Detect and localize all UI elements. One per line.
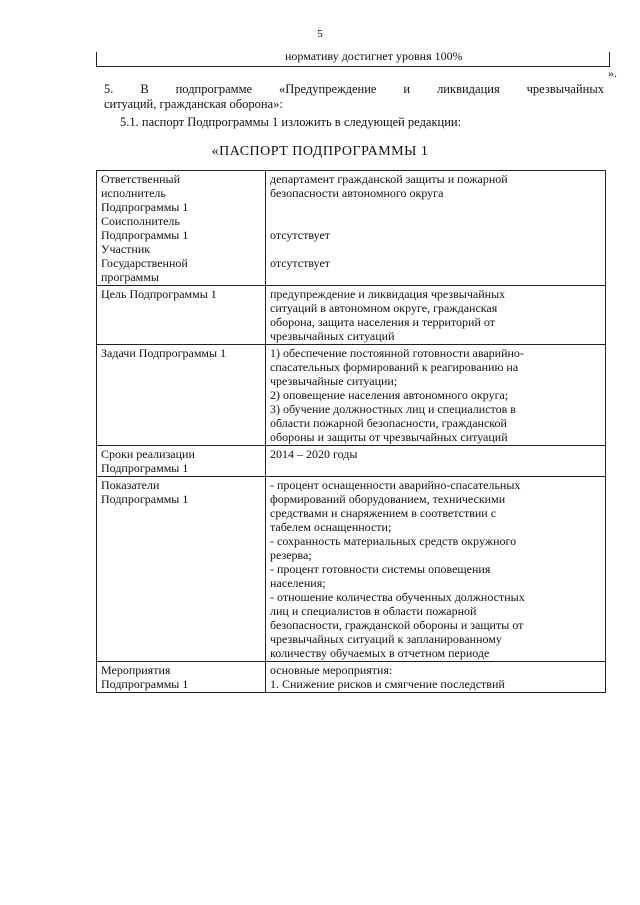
row-value-cell <box>266 345 606 446</box>
value-line: области пожарной безопасности, гражданской <box>270 416 507 430</box>
value-line: департамент гражданской защиты и пожарной <box>270 172 508 186</box>
row-label-cell <box>97 477 266 662</box>
label-line: Ответственный <box>101 172 181 186</box>
value-line: лиц и специалистов в области пожарной <box>270 604 477 618</box>
label-line: Задачи Подпрограммы 1 <box>101 346 227 360</box>
value-line: обороны и защиты от чрезвычайных ситуаций <box>270 430 508 444</box>
fragment-text: нормативу достигнет уровня 100% <box>285 49 463 63</box>
label-line: Подпрограммы 1 <box>101 228 189 242</box>
value-line: 1) обеспечение постоянной готовности аварийно- <box>270 346 524 360</box>
value-line: - отношение количества обученных должностных <box>270 590 525 604</box>
value-line: оборона, защита населения и территорий от <box>270 315 495 329</box>
label-line: Цель Подпрограммы 1 <box>101 287 217 301</box>
row-value-cell <box>266 286 606 345</box>
table-row <box>97 446 606 477</box>
value-line: средствами и снаряжением в соответствии с <box>270 506 497 520</box>
value-line: чрезвычайные ситуации; <box>270 374 398 388</box>
label-line: программы <box>101 270 159 284</box>
value-line <box>270 214 601 228</box>
value-line: 1. Снижение рисков и смягчение последствий <box>270 677 505 691</box>
value-line: резерва; <box>270 548 312 562</box>
label-line: Подпрограммы 1 <box>101 492 189 506</box>
row-label-cell <box>97 286 266 345</box>
label-line: Соисполнитель <box>101 214 180 228</box>
row-label-cell <box>97 446 266 477</box>
label-line: исполнитель <box>101 186 166 200</box>
row-label-cell <box>97 171 266 286</box>
table-row <box>97 286 606 345</box>
passport-table <box>96 170 606 693</box>
table-row <box>97 171 606 286</box>
previous-table-fragment <box>96 49 617 80</box>
value-line: безопасности автономного округа <box>270 186 444 200</box>
value-line <box>270 200 601 214</box>
row-label-cell <box>97 662 266 693</box>
value-line: - процент готовности системы оповещения <box>270 562 491 576</box>
label-line: Участник <box>101 242 151 256</box>
label-line: Подпрограммы 1 <box>101 461 189 475</box>
value-line: ситуаций в автономном округе, гражданская <box>270 301 498 315</box>
table-row <box>97 662 606 693</box>
value-line: чрезвычайных ситуаций <box>270 329 395 343</box>
label-line: Показатели <box>101 478 160 492</box>
row-value-cell <box>266 662 606 693</box>
row-value-cell <box>266 446 606 477</box>
label-line: Сроки реализации <box>101 447 195 461</box>
value-line: чрезвычайных ситуаций к запланированному <box>270 632 502 646</box>
fragment-closing-quote: ». <box>608 66 617 80</box>
table-row <box>97 345 606 446</box>
label-line: Подпрограммы 1 <box>101 677 189 691</box>
value-line: - сохранность материальных средств окружного <box>270 534 517 548</box>
label-line: Подпрограммы 1 <box>101 200 189 214</box>
paragraph-5-line-2: ситуаций, гражданская оборона»: <box>104 97 283 111</box>
row-value-cell <box>266 171 606 286</box>
value-line: предупреждение и ликвидация чрезвычайных <box>270 287 506 301</box>
passport-title: «ПАСПОРТ ПОДПРОГРАММЫ 1 <box>211 144 429 159</box>
value-line: 2) оповещение населения автономного округа; <box>270 388 509 402</box>
value-line: населения; <box>270 576 326 590</box>
row-label-cell <box>97 345 266 446</box>
value-line: спасательных формирований к реагированию на <box>270 360 519 374</box>
row-value-cell <box>266 477 606 662</box>
table-row <box>97 477 606 662</box>
value-line: количеству обучаемых в отчетном периоде <box>270 646 490 660</box>
value-line: - процент оснащенности аварийно-спасательных <box>270 478 521 492</box>
label-line: Мероприятия <box>101 663 171 677</box>
value-line: отсутствует <box>270 256 331 270</box>
value-line: основные мероприятия: <box>270 663 393 677</box>
value-line: безопасности, гражданской обороны и защиты от <box>270 618 524 632</box>
value-line: 3) обучение должностных лиц и специалистов в <box>270 402 516 416</box>
value-line: 2014 – 2020 годы <box>270 447 358 461</box>
label-line: Государственной <box>101 256 188 270</box>
value-line: табелем оснащенности; <box>270 520 392 534</box>
value-line <box>270 242 601 256</box>
value-line: формирований оборудованием, техническими <box>270 492 506 506</box>
value-line: отсутствует <box>270 228 331 242</box>
paragraph-5-1: 5.1. паспорт Подпрограммы 1 изложить в следующей редакции: <box>120 115 462 129</box>
page-number: 5 <box>317 28 323 40</box>
paragraph-5-line-1: 5. В подпрограмме «Предупреждение и ликвидация чрезвычайных <box>104 82 604 96</box>
